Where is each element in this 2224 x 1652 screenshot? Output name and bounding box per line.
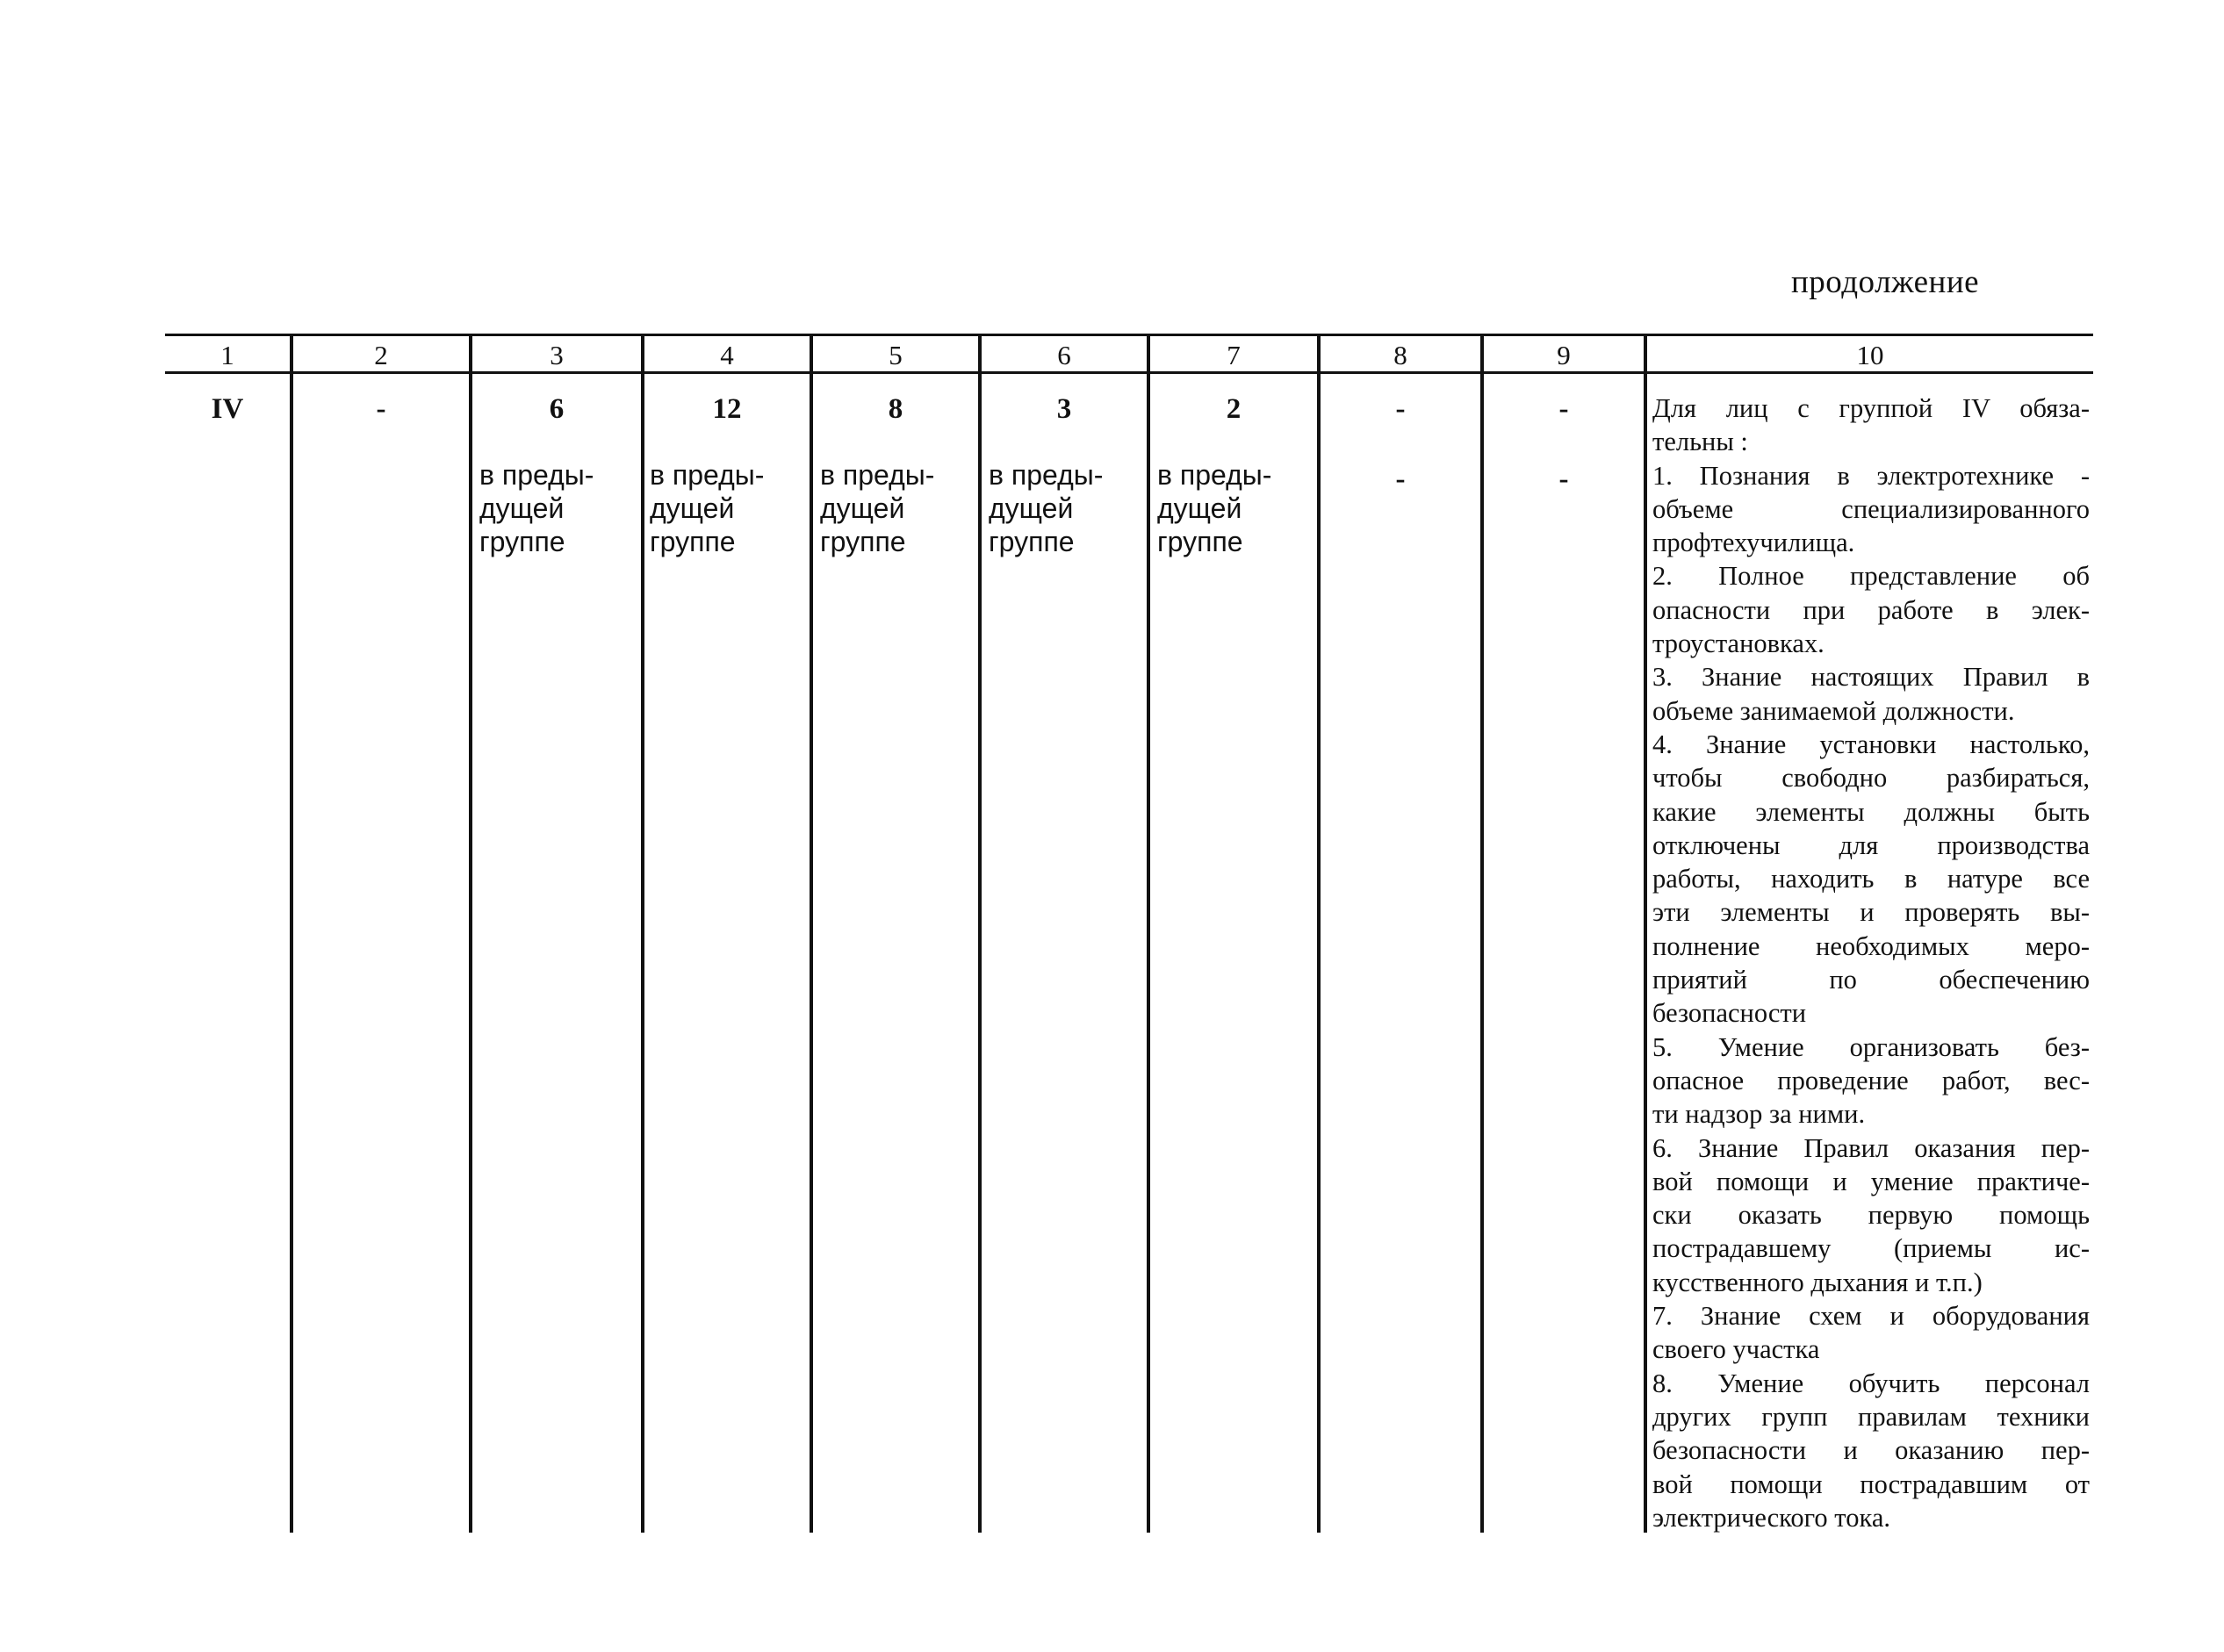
- requirement-line: отключены для производства: [1652, 830, 2090, 860]
- requirement-line: чтобы свободно разбираться,: [1652, 763, 2090, 794]
- requirement-line: ски оказать первую помощь: [1652, 1200, 2090, 1231]
- prev-line: в преды-: [479, 459, 594, 491]
- prev-line: дущей: [650, 492, 735, 524]
- cell-col7: 2: [1226, 393, 1242, 425]
- column-divider: [290, 334, 293, 1533]
- column-divider: [641, 334, 644, 1533]
- requirement-line: Для лиц с группой IV обяза-: [1652, 393, 2090, 423]
- requirement-line: пострадавшему (приемы ис-: [1652, 1233, 2090, 1264]
- cell-col6: 3: [1056, 393, 1072, 425]
- header-cell-10: 10: [1856, 340, 1884, 370]
- requirement-line: 1. Познания в электротехнике -: [1652, 460, 2090, 491]
- cell-col8: -: [1395, 393, 1406, 425]
- prev-line: дущей: [820, 492, 905, 524]
- cell-col9-second: -: [1558, 463, 1569, 495]
- requirement-line: объеме занимаемой должности.: [1652, 695, 2015, 726]
- requirement-line: вой помощи пострадавшим от: [1652, 1469, 2090, 1499]
- header-cell-5: 5: [889, 340, 903, 370]
- prev-line: дущей: [1157, 492, 1242, 524]
- column-divider: [1147, 334, 1150, 1533]
- header-cell-3: 3: [550, 340, 564, 370]
- requirement-line: троустановках.: [1652, 628, 1825, 659]
- requirement-line: электрического тока.: [1652, 1502, 1891, 1533]
- requirement-line: опасности при работе в элек-: [1652, 594, 2090, 625]
- requirement-line: полнение необходимых меро-: [1652, 930, 2090, 961]
- prev-line: группе: [1157, 526, 1243, 557]
- requirement-line: эти элементы и проверять вы-: [1652, 897, 2090, 928]
- header-cell-8: 8: [1393, 340, 1407, 370]
- requirement-line: приятий по обеспечению: [1652, 965, 2090, 995]
- prev-line: в преды-: [989, 459, 1104, 491]
- prev-line: группе: [650, 526, 736, 557]
- column-divider: [1644, 334, 1647, 1533]
- cell-col9: -: [1558, 393, 1569, 425]
- requirement-line: 5. Умение организовать без-: [1652, 1031, 2090, 1062]
- prev-group-col6: [989, 458, 1103, 558]
- prev-line: в преды-: [1157, 459, 1272, 491]
- requirement-line: опасное проведение работ, вес-: [1652, 1065, 2090, 1095]
- table-top-rule: [165, 334, 2093, 336]
- requirement-line: 4. Знание установки настолько,: [1652, 729, 2090, 759]
- header-cell-7: 7: [1227, 340, 1241, 370]
- requirement-line: кусственного дыхания и т.п.): [1652, 1267, 1983, 1297]
- column-divider: [978, 334, 982, 1533]
- prev-line: группе: [479, 526, 565, 557]
- cell-col8-second: -: [1395, 463, 1406, 495]
- prev-line: в преды-: [650, 459, 765, 491]
- requirement-line: 2. Полное представление об: [1652, 561, 2090, 592]
- continued-label: продолжение: [1791, 264, 1980, 300]
- requirement-line: работы, находить в натуре все: [1652, 864, 2090, 894]
- column-divider: [1480, 334, 1484, 1533]
- header-cell-2: 2: [374, 340, 388, 370]
- prev-group-col5: [820, 458, 934, 558]
- header-cell-1: 1: [220, 340, 234, 370]
- requirement-line: других групп правилам техники: [1652, 1401, 2090, 1432]
- requirement-line: 3. Знание настоящих Правил в: [1652, 662, 2090, 693]
- header-cell-6: 6: [1057, 340, 1071, 370]
- prev-line: в преды-: [820, 459, 935, 491]
- header-cell-4: 4: [720, 340, 734, 370]
- cell-group: IV: [211, 393, 244, 425]
- requirement-line: ти надзор за ними.: [1652, 1099, 1866, 1130]
- cell-col5: 8: [888, 393, 903, 425]
- prev-line: группе: [820, 526, 906, 557]
- cell-col3: 6: [549, 393, 565, 425]
- requirement-line: какие элементы должны быть: [1652, 796, 2090, 827]
- column-divider: [1317, 334, 1321, 1533]
- prev-group-col4: [650, 458, 764, 558]
- requirement-line: 8. Умение обучить персонал: [1652, 1368, 2090, 1398]
- requirement-line: своего участка: [1652, 1334, 1820, 1365]
- requirement-line: 7. Знание схем и оборудования: [1652, 1301, 2090, 1332]
- requirement-line: безопасности: [1652, 998, 1807, 1029]
- header-cell-9: 9: [1557, 340, 1571, 370]
- prev-line: группе: [989, 526, 1075, 557]
- requirement-line: вой помощи и умение практиче-: [1652, 1166, 2090, 1196]
- column-divider: [469, 334, 472, 1533]
- prev-line: дущей: [479, 492, 565, 524]
- requirement-line: объеме специализированного: [1652, 493, 2090, 524]
- requirement-line: профтехучилища.: [1652, 528, 1855, 558]
- column-divider: [810, 334, 813, 1533]
- requirement-line: 6. Знание Правил оказания пер-: [1652, 1132, 2090, 1163]
- requirement-line: тельны :: [1652, 427, 1748, 457]
- prev-line: дущей: [989, 492, 1074, 524]
- requirements-text: [1652, 391, 2090, 1534]
- cell-col4: 12: [712, 393, 742, 425]
- prev-group-col3: [479, 458, 594, 558]
- cell-col2: -: [376, 393, 386, 425]
- prev-group-col7: [1157, 458, 1271, 558]
- requirement-line: безопасности и оказанию пер-: [1652, 1435, 2090, 1466]
